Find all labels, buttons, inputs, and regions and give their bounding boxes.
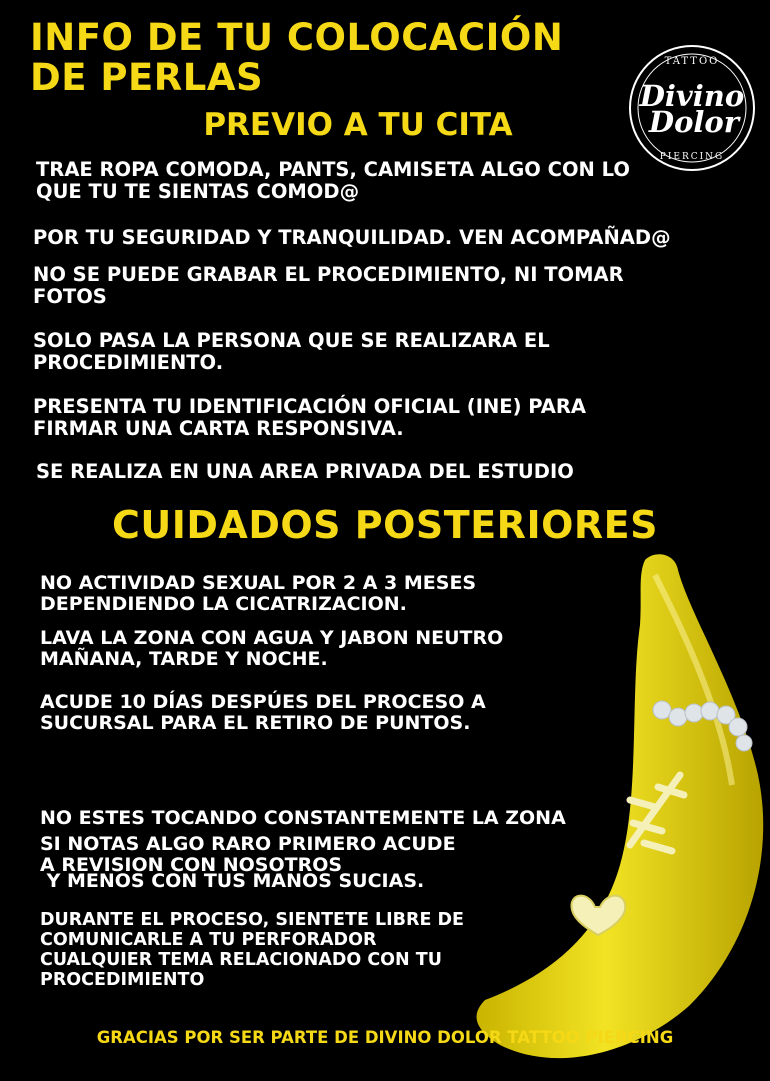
title-line-2: DE PERLAS: [30, 56, 264, 99]
cuidados-item-6-line-4: PROCEDIMIENTO: [40, 970, 205, 990]
cuidados-item-6-line-1: DURANTE EL PROCESO, SIENTETE LIBRE DE: [40, 910, 464, 930]
section-title-previo: PREVIO A TU CITA: [203, 107, 513, 143]
previo-item-3-line-2: FOTOS: [33, 285, 107, 308]
logo-word-2: Dolor: [648, 105, 740, 139]
cuidados-item-6: [40, 910, 464, 990]
cuidados-item-5-line-1: SI NOTAS ALGO RARO PRIMERO ACUDE: [40, 833, 456, 855]
previo-item-2: [33, 227, 671, 249]
previo-item-6: [36, 461, 574, 483]
cuidados-item-2: [40, 628, 503, 670]
footer-thanks: GRACIAS POR SER PARTE DE DIVINO DOLOR TATTOO PIERCING: [96, 1028, 674, 1047]
previo-item-5: [33, 396, 586, 440]
previo-item-4-line-2: PROCEDIMIENTO.: [33, 351, 224, 374]
cuidados-item-5: [40, 834, 456, 876]
logo-top-text: TATTOO: [664, 56, 720, 67]
cuidados-item-6-line-2: COMUNICARLE A TU PERFORADOR: [40, 930, 377, 950]
cuidados-item-4-line-1: NO ESTES TOCANDO CONSTANTEMENTE LA ZONA: [40, 807, 566, 829]
cuidados-item-1-line-2: DEPENDIENDO LA CICATRIZACION.: [40, 593, 407, 615]
logo-word-1: Divino: [639, 79, 745, 113]
previo-item-1: [36, 159, 630, 203]
previo-item-1-line-1: TRAE ROPA COMODA, PANTS, CAMISETA ALGO CON LO: [36, 158, 630, 181]
cuidados-item-2-line-1: LAVA LA ZONA CON AGUA Y JABON NEUTRO: [40, 627, 504, 649]
cuidados-item-5-line-2: A REVISION CON NOSOTROS: [40, 854, 343, 876]
previo-item-4-line-1: SOLO PASA LA PERSONA QUE SE REALIZARA EL: [33, 329, 550, 352]
cuidados-item-3-line-1: ACUDE 10 DÍAS DESPÚES DEL PROCESO A: [40, 691, 486, 713]
title-line-1: INFO DE TU COLOCACIÓN: [30, 16, 564, 59]
previo-item-3-line-1: NO SE PUEDE GRABAR EL PROCEDIMIENTO, NI TOMAR: [33, 263, 624, 286]
page-title: [30, 18, 630, 98]
cuidados-item-6-line-3: CUALQUIER TEMA RELACIONADO CON TU: [40, 950, 442, 970]
previo-item-1-line-2: QUE TU TE SIENTAS COMOD@: [36, 180, 360, 203]
previo-item-2-line-1: POR TU SEGURIDAD Y TRANQUILIDAD. VEN ACOMPAÑAD@: [33, 226, 671, 249]
cuidados-item-1-line-1: NO ACTIVIDAD SEXUAL POR 2 A 3 MESES: [40, 572, 477, 594]
cuidados-item-4-line-2: Y MENOS CON TUS MANOS SUCIAS.: [40, 870, 425, 892]
previo-item-4: [33, 330, 550, 374]
cuidados-item-3: [40, 692, 486, 734]
previo-item-3: [33, 264, 624, 308]
cuidados-item-2-line-2: MAÑANA, TARDE Y NOCHE.: [40, 648, 328, 670]
previo-item-5-line-2: FIRMAR UNA CARTA RESPONSIVA.: [33, 417, 404, 440]
cuidados-item-3-line-2: SUCURSAL PARA EL RETIRO DE PUNTOS.: [40, 712, 471, 734]
logo-bottom-text: PIERCING: [659, 152, 725, 162]
cuidados-item-1: [40, 573, 476, 615]
previo-item-5-line-1: PRESENTA TU IDENTIFICACIÓN OFICIAL (INE) PARA: [33, 395, 587, 418]
previo-item-6-line-1: SE REALIZA EN UNA AREA PRIVADA DEL ESTUDIO: [36, 460, 574, 483]
section-title-cuidados: CUIDADOS POSTERIORES: [112, 503, 658, 547]
